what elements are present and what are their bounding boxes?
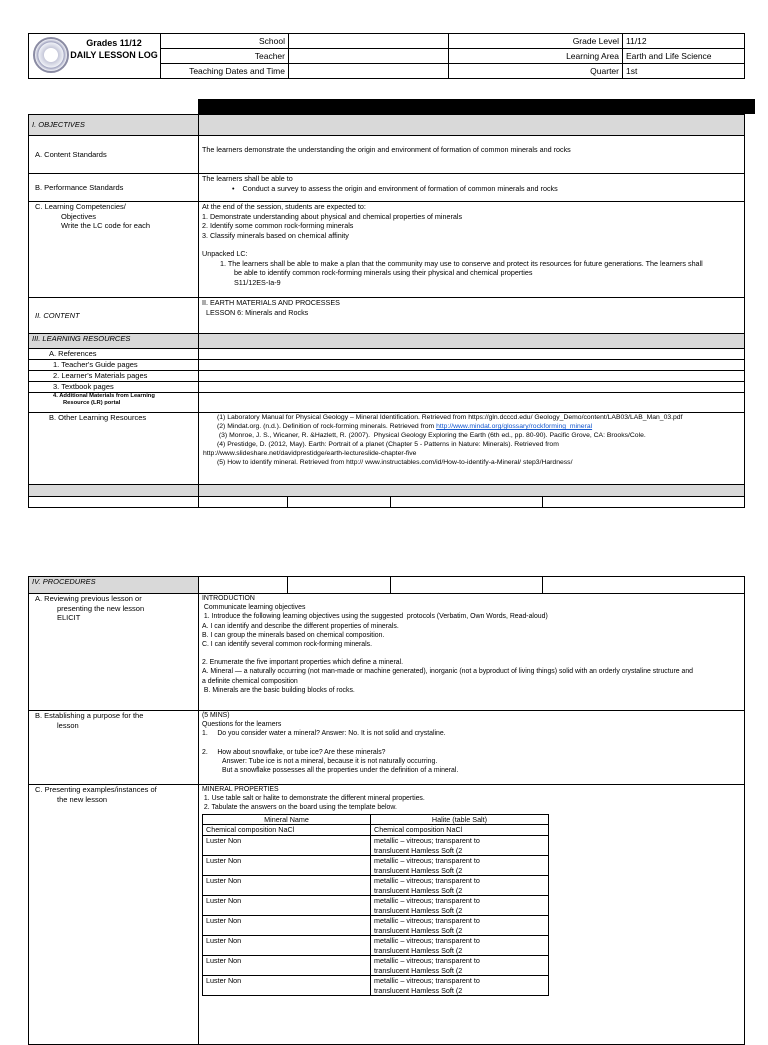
logo-line-dll: DAILY LESSON LOG bbox=[70, 50, 158, 60]
mineral-name-cell[interactable]: Luster Non bbox=[203, 936, 371, 956]
mineral-table-header: Halite (table Salt) bbox=[371, 814, 549, 825]
school-field[interactable] bbox=[289, 34, 449, 49]
halite-cell-line: translucent Hamless Soft (2 bbox=[374, 865, 463, 875]
references-field[interactable] bbox=[199, 349, 745, 360]
footer-cell-0 bbox=[29, 497, 199, 508]
mineral-name-cell[interactable]: Luster Non bbox=[203, 916, 371, 936]
table-row bbox=[203, 836, 549, 856]
elicit-label-line2: presenting the new lesson bbox=[57, 603, 145, 613]
table-row bbox=[203, 825, 549, 836]
mindat-link[interactable]: http://www.mindat.org/glossary/rockforming_mineral bbox=[436, 423, 593, 430]
examples-label-line1: C. Presenting examples/instances of bbox=[35, 785, 157, 794]
performance-bullet-text: Conduct a survey to assess the origin and environment of formation of common minerals and rocks bbox=[242, 183, 558, 193]
resources-footer-gray bbox=[29, 485, 199, 497]
objectives-table bbox=[28, 114, 745, 508]
resource-line: (3) Monroe, J. S., Wicaner, R. &Hazlett, R. (2007). Physical Geology Exploring the Earth (6th ed., pp. 80-90). Pacific Grove, CA: Brooks/Cole. bbox=[217, 432, 646, 439]
halite-cell-line: Chemical composition NaCl bbox=[374, 825, 463, 835]
competencies-label-line2: Objectives bbox=[61, 211, 97, 221]
competencies-label bbox=[29, 202, 199, 298]
grade-level-value[interactable]: 11/12 bbox=[623, 34, 745, 49]
elicit-line: A. I can identify and describe the different properties of minerals. bbox=[202, 622, 399, 630]
examples-cell[interactable] bbox=[199, 785, 745, 1045]
mineral-name-cell[interactable]: Luster Non bbox=[203, 956, 371, 976]
purpose-line: Questions for the learners bbox=[202, 721, 282, 729]
objectives-gray-bar bbox=[199, 115, 745, 136]
mineral-name-cell[interactable]: Luster Non bbox=[203, 836, 371, 856]
resource-line: (5) How to identify mineral. Retrieved from http:// www.instructables.com/id/How-to-identify-a-Mineral/ step3/Hardness/ bbox=[217, 459, 573, 466]
resource-line: (4) Prestidge, D. (2012, May). Earth: Portrait of a planet (Chapter 5 - Patterns in Nature: Minerals). Retrieved from bbox=[217, 441, 559, 448]
resource-line: http://www.slideshare.net/davidprestidge/earth-lectureslide-chapter-five bbox=[203, 450, 417, 457]
halite-cell[interactable] bbox=[371, 856, 549, 876]
content-cell[interactable] bbox=[199, 298, 745, 334]
procedures-table bbox=[28, 576, 745, 1045]
halite-cell-line: translucent Hamless Soft (2 bbox=[374, 945, 463, 955]
unpacked-line2: be able to identify common rock-forming minerals using their physical and chemical properties bbox=[234, 268, 533, 277]
references-label: A. References bbox=[29, 349, 199, 360]
dates-field[interactable] bbox=[289, 64, 449, 79]
logo-title bbox=[69, 37, 159, 61]
table-row bbox=[203, 936, 549, 956]
logo-line-grades: Grades 11/12 bbox=[86, 38, 142, 48]
elicit-line: Communicate learning objectives bbox=[202, 604, 306, 612]
purpose-line: Answer: Tube ice is not a mineral, because it is not naturally occurring. bbox=[222, 757, 438, 765]
content-line2: LESSON 6: Minerals and Rocks bbox=[202, 307, 309, 317]
halite-cell[interactable] bbox=[371, 896, 549, 916]
competencies-label-line3: Write the LC code for each bbox=[61, 221, 151, 230]
halite-cell-line: translucent Hamless Soft (2 bbox=[374, 965, 463, 975]
content-section-label: II. CONTENT bbox=[29, 298, 199, 334]
proc-header-cell-1 bbox=[199, 577, 288, 594]
lc-code: S11/12ES-Ia-9 bbox=[234, 277, 281, 287]
halite-cell-line: metallic – vitreous; transparent to bbox=[374, 916, 480, 926]
elicit-line: 1. Introduce the following learning objectives using the suggested protocols (Verbatim, Own Words, Read-aloud) bbox=[202, 613, 548, 621]
resources-footer-gray-right bbox=[199, 485, 745, 497]
teacher-field[interactable] bbox=[289, 49, 449, 64]
purpose-line: But a snowflake possesses all the properties under the definition of a mineral. bbox=[222, 767, 459, 775]
halite-cell[interactable] bbox=[371, 876, 549, 896]
footer-cell-4[interactable] bbox=[543, 497, 745, 508]
elicit-label-line3: ELICIT bbox=[57, 613, 81, 622]
grade-level-label: Grade Level bbox=[449, 34, 623, 49]
purpose-label-line2: lesson bbox=[57, 720, 79, 730]
mineral-name-cell[interactable]: Chemical composition NaCl bbox=[203, 825, 371, 836]
proc-header-cell-3 bbox=[391, 577, 543, 594]
lr-portal-label bbox=[29, 393, 199, 413]
tg-pages-field[interactable] bbox=[199, 360, 745, 371]
objectives-section-label: I. OBJECTIVES bbox=[29, 115, 199, 136]
halite-cell-line: metallic – vitreous; transparent to bbox=[374, 856, 480, 866]
elicit-cell[interactable] bbox=[199, 594, 745, 711]
comp-line: 2. Identify some common rock-forming minerals bbox=[202, 221, 354, 230]
performance-standards-cell[interactable] bbox=[199, 174, 745, 202]
elicit-line: 2. Enumerate the five important properties which define a mineral. bbox=[202, 659, 404, 667]
other-resources-label: B. Other Learning Resources bbox=[29, 413, 199, 485]
purpose-line: (5 MINS) bbox=[202, 712, 230, 719]
learning-area-value[interactable]: Earth and Life Science bbox=[623, 49, 745, 64]
table-row bbox=[203, 856, 549, 876]
day-header-bar bbox=[198, 99, 755, 114]
purpose-line: 1. Do you consider water a mineral? Answer: No. It is not solid and crystaline. bbox=[202, 730, 446, 738]
elicit-line: A. Mineral — a naturally occurring (not man-made or machine generated), inorganic (not a byproduct of living things) solid with an orderly crystaline structure and bbox=[202, 668, 694, 676]
logo-cell bbox=[29, 34, 161, 79]
examples-line: 1. Use table salt or halite to demonstrate the different mineral properties. bbox=[202, 795, 425, 803]
mineral-table-header: Mineral Name bbox=[203, 814, 371, 825]
proc-header-cell-4 bbox=[543, 577, 745, 594]
mineral-name-cell[interactable]: Luster Non bbox=[203, 876, 371, 896]
mineral-name-cell[interactable]: Luster Non bbox=[203, 856, 371, 876]
purpose-line: 2. How about snowflake, or tube ice? Are these minerals? bbox=[202, 748, 386, 756]
quarter-label: Quarter bbox=[449, 64, 623, 79]
mineral-name-cell[interactable]: Luster Non bbox=[203, 976, 371, 996]
textbook-pages-label: 3. Textbook pages bbox=[29, 382, 199, 393]
lm-pages-field[interactable] bbox=[199, 371, 745, 382]
purpose-cell[interactable] bbox=[199, 711, 745, 785]
dates-label: Teaching Dates and Time bbox=[161, 64, 289, 79]
unpacked-line1: 1. The learners shall be able to make a plan that the community may use to conserve and protect its resources for future generations. The learners shall bbox=[220, 258, 703, 268]
table-row bbox=[203, 896, 549, 916]
examples-label-line2: the new lesson bbox=[57, 794, 108, 804]
halite-cell-line: translucent Hamless Soft (2 bbox=[374, 845, 463, 855]
school-label: School bbox=[161, 34, 289, 49]
footer-cell-1[interactable] bbox=[199, 497, 288, 508]
lr-portal-field[interactable] bbox=[199, 393, 745, 413]
examples-line: MINERAL PROPERTIES bbox=[202, 786, 279, 793]
halite-cell-line: metallic – vitreous; transparent to bbox=[374, 956, 480, 966]
halite-cell-line: translucent Hamless Soft (2 bbox=[374, 885, 463, 895]
resource-line: (2) Mindat.org. (n.d.). Definition of rock-forming minerals. Retrieved from http://www.mindat.org/glossary/rockforming_mineral bbox=[217, 423, 593, 430]
elicit-line: C. I can identify several common rock-forming minerals. bbox=[202, 641, 373, 649]
halite-cell-line: translucent Hamless Soft (2 bbox=[374, 985, 463, 995]
header-table bbox=[28, 33, 745, 79]
examples-line: 2. Tabulate the answers on the board using the template below. bbox=[202, 804, 397, 812]
proc-header-cell-2 bbox=[288, 577, 391, 594]
halite-cell[interactable] bbox=[371, 976, 549, 996]
elicit-line: INTRODUCTION bbox=[202, 595, 255, 602]
mineral-name-cell[interactable]: Luster Non bbox=[203, 896, 371, 916]
examples-label bbox=[29, 785, 199, 1045]
performance-standards-label: B. Performance Standards bbox=[29, 174, 199, 202]
halite-cell-line: metallic – vitreous; transparent to bbox=[374, 936, 480, 946]
tg-pages-label: 1. Teacher's Guide pages bbox=[29, 360, 199, 371]
halite-cell-line: translucent Hamless Soft (2 bbox=[374, 925, 463, 935]
halite-cell-line: metallic – vitreous; transparent to bbox=[374, 876, 480, 886]
mineral-properties-table bbox=[202, 814, 549, 997]
performance-bullet: • Conduct a survey to assess the origin and environment of formation of common minerals and rocks bbox=[232, 183, 558, 193]
content-standards-text[interactable]: The learners demonstrate the understanding the origin and environment of formation of common minerals and rocks bbox=[199, 136, 745, 174]
footer-cell-2[interactable] bbox=[288, 497, 391, 508]
halite-cell[interactable] bbox=[371, 836, 549, 856]
halite-cell[interactable] bbox=[371, 825, 549, 836]
unpacked-label: Unpacked LC: bbox=[202, 249, 248, 258]
elicit-label-line1: A. Reviewing previous lesson or bbox=[35, 594, 142, 603]
table-row bbox=[203, 956, 549, 976]
resources-gray-bar bbox=[199, 334, 745, 349]
halite-cell-line: translucent Hamless Soft (2 bbox=[374, 905, 463, 915]
table-row bbox=[203, 976, 549, 996]
performance-intro: The learners shall be able to bbox=[202, 174, 293, 183]
content-standards-label: A. Content Standards bbox=[29, 136, 199, 174]
competencies-label-line1: C. Learning Competencies/ bbox=[35, 202, 126, 211]
footer-cell-3[interactable] bbox=[391, 497, 543, 508]
table-row bbox=[203, 876, 549, 896]
deped-seal-icon bbox=[33, 37, 69, 73]
elicit-line: a definite chemical composition bbox=[202, 677, 298, 685]
comp-line: At the end of the session, students are expected to: bbox=[202, 202, 366, 211]
halite-cell-line: metallic – vitreous; transparent to bbox=[374, 836, 480, 846]
halite-cell-line: metallic – vitreous; transparent to bbox=[374, 896, 480, 906]
competencies-cell[interactable] bbox=[199, 202, 745, 298]
purpose-label bbox=[29, 711, 199, 785]
halite-cell-line: metallic – vitreous; transparent to bbox=[374, 976, 480, 986]
learning-area-label: Learning Area bbox=[449, 49, 623, 64]
elicit-line: B. I can group the minerals based on chemical composition. bbox=[202, 631, 385, 639]
content-line1: II. EARTH MATERIALS AND PROCESSES bbox=[202, 298, 340, 307]
table-row bbox=[203, 916, 549, 936]
comp-line: 1. Demonstrate understanding about physical and chemical properties of minerals bbox=[202, 211, 463, 221]
lr-portal-line1: 4. Additional Materials from Learning bbox=[53, 393, 155, 399]
other-resources-cell[interactable] bbox=[199, 413, 745, 485]
halite-cell[interactable] bbox=[371, 956, 549, 976]
textbook-pages-field[interactable] bbox=[199, 382, 745, 393]
resources-section-label: III. LEARNING RESOURCES bbox=[29, 334, 199, 349]
halite-cell[interactable] bbox=[371, 936, 549, 956]
elicit-line: B. Minerals are the basic building blocks of rocks. bbox=[202, 686, 355, 694]
teacher-label: Teacher bbox=[161, 49, 289, 64]
halite-cell[interactable] bbox=[371, 916, 549, 936]
lm-pages-label: 2. Learner's Materials pages bbox=[29, 371, 199, 382]
purpose-label-line1: B. Establishing a purpose for the bbox=[35, 711, 144, 720]
lr-portal-line2: Resource (LR) portal bbox=[63, 400, 121, 406]
quarter-value[interactable]: 1st bbox=[623, 64, 745, 79]
resource-line: (1) Laboratory Manual for Physical Geology – Mineral Identification. Retrieved from https://gln.dcccd.edu/ Geology_Demo/content/LAB03/LAB_Man_03.pdf bbox=[217, 414, 683, 421]
procedures-section-label: IV. PROCEDURES bbox=[29, 577, 199, 594]
elicit-label bbox=[29, 594, 199, 711]
comp-line: 3. Classify minerals based on chemical affinity bbox=[202, 230, 349, 240]
